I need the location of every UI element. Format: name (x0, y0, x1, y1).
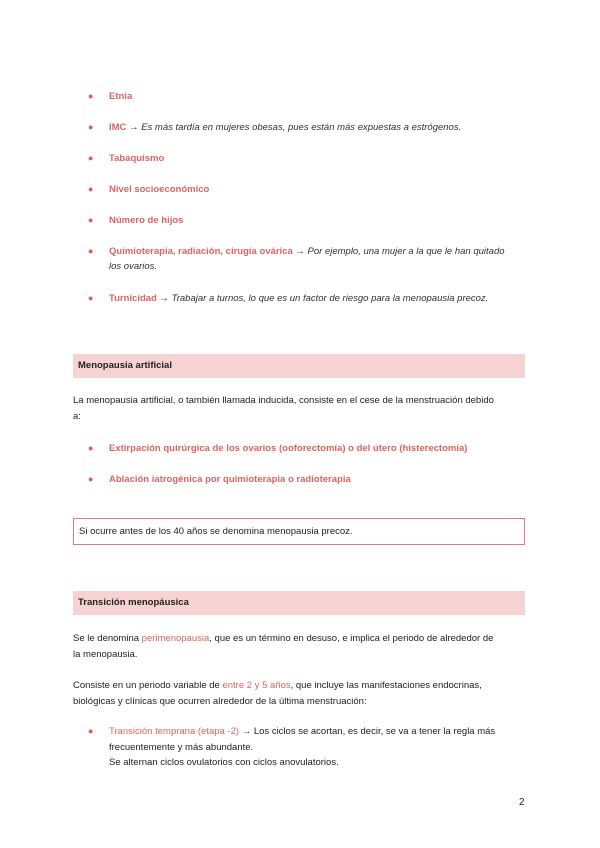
bullet-icon: ● (88, 246, 94, 256)
paragraph-line: a: (73, 410, 81, 422)
section-paragraph (73, 393, 528, 424)
bullet-icon: ● (88, 215, 94, 225)
section-paragraph (73, 678, 528, 709)
list-item-label: IMC (109, 122, 127, 133)
list-item-description: Por ejemplo, una mujer a la que le han quitado (307, 246, 505, 257)
list-item-label: Turnicidad (109, 293, 157, 304)
bullet-icon: ● (88, 293, 94, 303)
list-item-label: Tabaquismo (109, 153, 165, 164)
section-paragraph (73, 631, 528, 662)
paragraph-line: la menopausia. (73, 648, 138, 660)
list-item-description: Trabajar a turnos, lo que es un factor de riesgo para la menopausia precoz. (171, 293, 489, 304)
arrow-icon: → (159, 293, 169, 304)
list-item-description: los ovarios. (109, 261, 158, 272)
paragraph-text: Se le denomina (73, 633, 142, 644)
section-header-transicion-menopausica: Transición menopáusica (73, 591, 525, 615)
list-item-label: Ablación iatrogénica por quimioterapia o radioterapia (109, 474, 351, 485)
section-header-menopausia-artificial: Menopausia artificial (73, 354, 525, 378)
arrow-icon: → (241, 726, 252, 737)
highlight-term: entre 2 y 5 años (222, 680, 291, 691)
bullet-icon: ● (88, 443, 94, 453)
list-item-description: Se alternan ciclos ovulatorios con ciclos anovulatorios. (109, 757, 339, 768)
list-item-label: Quimioterapia, radiación, cirugía ovárica (109, 246, 293, 257)
paragraph-text: , que incluye las manifestaciones endocrinas, (290, 680, 482, 691)
list-item-description: Es más tardía en mujeres obesas, pues están más expuestas a estrógenos. (141, 122, 462, 133)
bullet-icon: ● (88, 726, 94, 736)
list-item-label: Etnia (109, 91, 133, 102)
list-item-label: Número de hijos (109, 215, 184, 226)
bullet-icon: ● (88, 184, 94, 194)
paragraph-text: Consiste en un periodo variable de (73, 680, 223, 691)
arrow-icon: → (295, 246, 305, 257)
bullet-icon: ● (88, 91, 94, 101)
list-item-description: frecuentemente y más abundante. (109, 741, 254, 753)
list-item-label: Transición temprana (etapa -2) (109, 726, 240, 737)
bullet-icon: ● (88, 474, 94, 484)
page-number: 2 (519, 797, 525, 808)
paragraph-line: La menopausia artificial, o también llamada inducida, consiste en el cese de la menstruación debido (73, 395, 494, 406)
note-box (73, 518, 525, 545)
bullet-icon: ● (88, 153, 94, 163)
note-text: Si ocurre antes de los 40 años se denomina menopausia precoz. (79, 526, 353, 537)
paragraph-line: biológicas y clínicas que ocurren alrededor de la última menstruación: (73, 695, 367, 707)
arrow-icon: → (129, 122, 139, 133)
paragraph-text: , que es un término en desuso, e implica el periodo de alrededor de (209, 633, 494, 644)
highlight-term: perimenopausia (141, 633, 210, 644)
list-item-label: Extirpación quirúrgica de los ovarios (ooforectomía) o del útero (histerectomía) (109, 443, 468, 454)
bullet-icon: ● (88, 122, 94, 132)
list-item-description: Los ciclos se acortan, es decir, se va a tener la regla más (253, 726, 496, 737)
list-item-label: Nivel socioeconómico (109, 184, 210, 195)
